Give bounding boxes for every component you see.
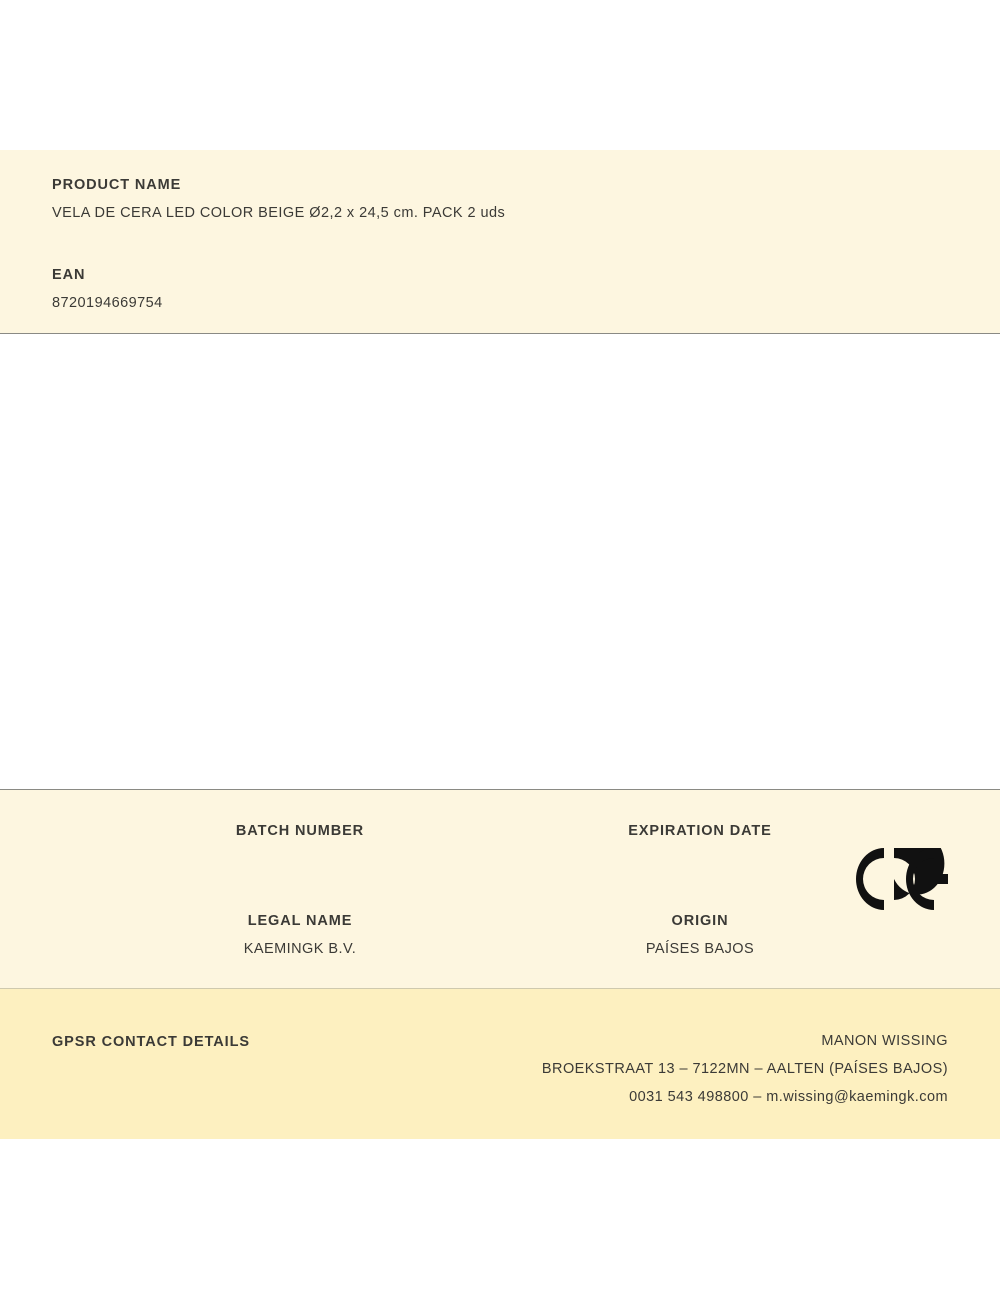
expiration-date-value [500, 851, 900, 868]
blank-content-area [0, 334, 1000, 789]
gpsr-contact-person: MANON WISSING [821, 1033, 948, 1049]
expiration-date-field [500, 823, 900, 868]
ean-value: 8720194669754 [52, 295, 163, 311]
gpsr-contact-block [0, 989, 1000, 1139]
legal-name-field [100, 913, 500, 958]
ean-label: EAN [52, 267, 86, 283]
product-name-label: PRODUCT NAME [52, 177, 182, 193]
ce-mark-icon [853, 848, 948, 910]
product-name-value: VELA DE CERA LED COLOR BEIGE Ø2,2 x 24,5 cm. PACK 2 uds [52, 205, 506, 221]
gpsr-contact-address: BROEKSTRAAT 13 – 7122MN – AALTEN (PAÍSES BAJOS) [541, 1061, 948, 1077]
product-name-field [52, 177, 505, 221]
origin-field [500, 913, 900, 958]
legal-name-value: KAEMINGK B.V. [243, 941, 357, 957]
product-info-block [0, 150, 1000, 334]
expiration-date-label: EXPIRATION DATE [628, 823, 772, 839]
gpsr-contact-label: GPSR CONTACT DETAILS [52, 1034, 250, 1050]
ean-field [52, 267, 163, 311]
manufacturer-info-block [0, 789, 1000, 989]
origin-value: PAÍSES BAJOS [645, 941, 755, 957]
legal-name-label: LEGAL NAME [247, 913, 353, 929]
batch-number-label: BATCH NUMBER [235, 823, 365, 839]
batch-number-field [100, 823, 500, 868]
bottom-blank-area [0, 1139, 1000, 1300]
batch-number-value [100, 851, 500, 868]
origin-label: ORIGIN [671, 913, 729, 929]
gpsr-contact-phone-email: 0031 543 498800 – m.wissing@kaemingk.com [629, 1089, 948, 1105]
gpsr-contact-details [542, 1033, 948, 1105]
